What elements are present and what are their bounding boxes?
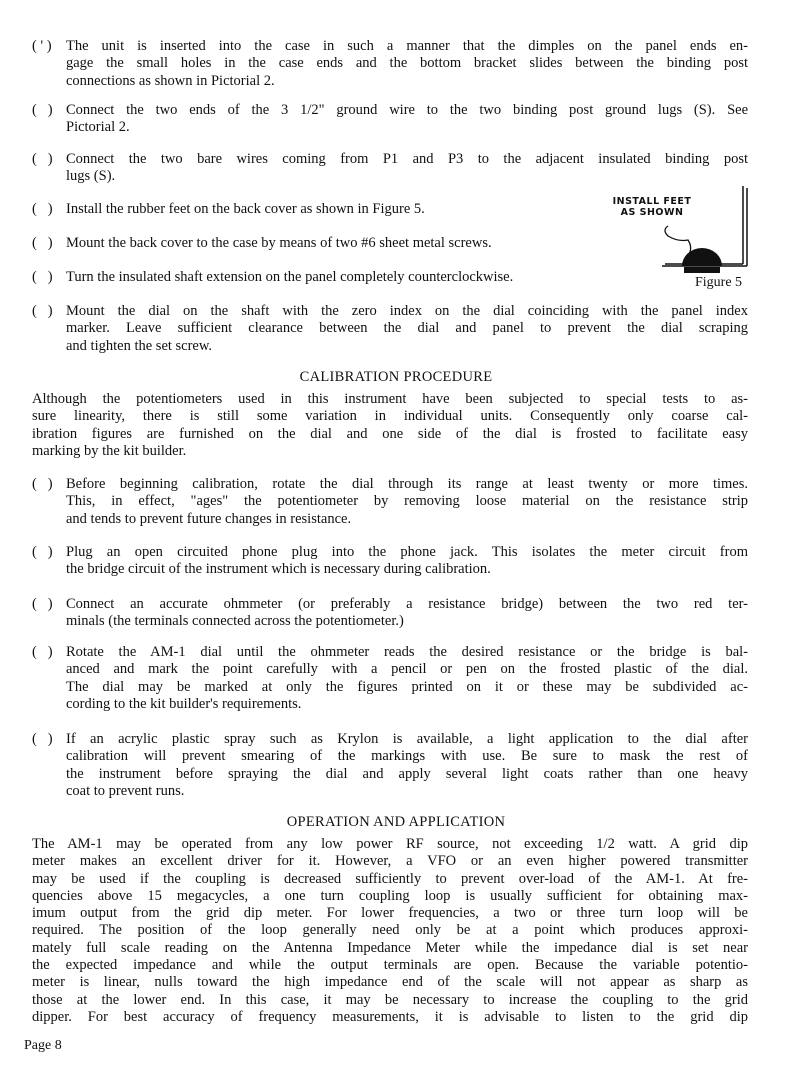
checkbox-marker: ( ) (32, 269, 53, 285)
text-line: meter makes an excellent driver for it. However, a VFO or an even higher powered transmitter (32, 853, 748, 870)
text-line: Although the potentiometers used in this instrument have been subjected to special tests to as- (32, 391, 748, 407)
rubber-foot-diagram (600, 186, 760, 286)
checkbox-marker: ( ) (32, 201, 53, 217)
text-line: gage the small holes in the case ends and the bottom bracket slides between the binding post (66, 55, 748, 72)
text-line: Connect the two bare wires coming from P1 and P3 to the adjacent insulated binding post (66, 151, 748, 167)
figure-label-line2: AS SHOWN (620, 207, 684, 218)
text-line: marking by the kit builder. (32, 442, 187, 459)
rubber-foot-icon (682, 248, 722, 266)
step-text (66, 235, 492, 252)
text-line: quencies above 15 megacycles, a one turn coupling loop is usually sufficient for obtaining max- (32, 887, 748, 904)
checkbox-marker: ( ) (32, 596, 53, 612)
arrow-icon (665, 226, 696, 254)
checkbox-marker: ( ) (32, 102, 53, 118)
checkbox-marker: ( ) (32, 235, 53, 251)
text-line: Plug an open circuited phone plug into the phone jack. This isolates the meter circuit from (66, 544, 748, 560)
text-line: If an acrylic plastic spray such as Krylon is available, a light application to the dial after (66, 731, 748, 747)
checkbox-marker: ( ) (32, 303, 53, 319)
text-line: ibration figures are furnished on the dial and one side of the dial is frosted to facilitate easy (32, 425, 748, 442)
text-line: minals (the terminals connected across the potentiometer.) (66, 613, 404, 630)
step-text (66, 731, 748, 800)
checkbox-marker: ( ) (32, 731, 53, 747)
text-line: This, in effect, "ages" the potentiometer by removing loose material on the resistance strip (66, 493, 748, 510)
figure-caption: Figure 5 (695, 275, 743, 290)
text-line: Before beginning calibration, rotate the dial through its range at least twenty or more times. (66, 476, 748, 492)
text-line: sure linearity, there is still some variation in individual units. Consequently only coarse cal- (32, 408, 748, 425)
text-line: Install the rubber feet on the back cover as shown in Figure 5. (66, 201, 425, 217)
checkbox-marker: ( ) (32, 544, 53, 560)
text-line: the bridge circuit of the instrument which is necessary during calibration. (66, 561, 491, 578)
text-line: the instrument before spraying the dial and apply several light coats rather than one heavy (66, 765, 748, 782)
text-line: imum output from the grid dip meter. For lower frequencies, a two or three turn loop will be (32, 905, 748, 922)
text-line: lugs (S). (66, 168, 116, 185)
text-line: dipper. For best accuracy of frequency measurements, it is advisable to listen to the grid dip (32, 1008, 748, 1025)
text-line: connections as shown in Pictorial 2. (66, 72, 275, 89)
checkbox-marker: ( ) (32, 151, 53, 167)
text-line: mately full scale reading on the Antenna Impedance Meter while the impedance dial is set near (32, 939, 748, 956)
calibration-heading: CALIBRATION PROCEDURE (299, 369, 493, 385)
text-line: those at the lower end. In this case, it may be necessary to increase the coupling to the grid (32, 991, 748, 1008)
text-line: Turn the insulated shaft extension on the panel completely counterclockwise. (66, 269, 514, 285)
text-line: marker. Leave sufficient clearance between the dial and panel to prevent the dial scraping (66, 320, 748, 337)
text-line: Pictorial 2. (66, 119, 130, 136)
step-text (66, 644, 748, 713)
text-line: anced and mark the point carefully with a pencil or pen on the frosted plastic of the dial. (66, 661, 748, 678)
calibration-intro (32, 391, 748, 460)
step-text (66, 544, 748, 579)
text-line: meter is linear, nulls toward the high impedance end of the scale will not appear as sharp as (32, 974, 748, 991)
step-text (66, 269, 513, 286)
step-text (66, 303, 748, 355)
page-number: Page 8 (24, 1038, 62, 1053)
text-line: The unit is inserted into the case in such a manner that the dimples on the panel ends en- (66, 38, 748, 54)
step-text (66, 38, 748, 90)
text-line: coat to prevent runs. (66, 782, 185, 799)
text-line: required. The position of the loop generally need only be at a point which produces approxi- (32, 922, 748, 939)
text-line: The dial may be marked at only the figures printed on it or these may be subdivided ac- (66, 678, 748, 695)
step-text (66, 476, 748, 528)
text-line: Mount the back cover to the case by means of two #6 sheet metal screws. (66, 235, 492, 251)
text-line: calibration will prevent smearing of the markings with use. Be sure to mask the rest of (66, 748, 748, 765)
checkbox-marker: ( ' ) (32, 38, 52, 54)
text-line: Mount the dial on the shaft with the zero index on the dial coinciding with the panel index (66, 303, 748, 319)
step-text (66, 596, 748, 631)
step-text (66, 201, 425, 218)
step-text (66, 102, 748, 137)
figure-label-line1: INSTALL FEET (612, 196, 692, 207)
operation-heading: OPERATION AND APPLICATION (286, 814, 506, 830)
text-line: and tighten the set screw. (66, 337, 213, 354)
text-line: may be used if the coupling is decreased sufficiently to prevent over-load of the AM-1. At fre- (32, 870, 748, 887)
checkbox-marker: ( ) (32, 476, 53, 492)
operation-paragraph (32, 836, 748, 1026)
text-line: Connect the two ends of the 3 1/2" ground wire to the two binding post ground lugs (S). See (66, 102, 748, 118)
text-line: Connect an accurate ohmmeter (or preferably a resistance bridge) between the two red ter- (66, 596, 748, 612)
step-text (66, 151, 748, 186)
text-line: and tends to prevent future changes in resistance. (66, 510, 352, 527)
rubber-foot-base (684, 267, 720, 273)
text-line: the expected impedance and while the output terminals are open. Because the variable potentio- (32, 957, 748, 974)
checkbox-marker: ( ) (32, 644, 53, 660)
text-line: Rotate the AM-1 dial until the ohmmeter reads the desired resistance or the bridge is bal- (66, 644, 748, 660)
text-line: cording to the kit builder's requirements. (66, 695, 302, 712)
text-line: The AM-1 may be operated from any low power RF source, not exceeding 1/2 watt. A grid dip (32, 836, 748, 852)
